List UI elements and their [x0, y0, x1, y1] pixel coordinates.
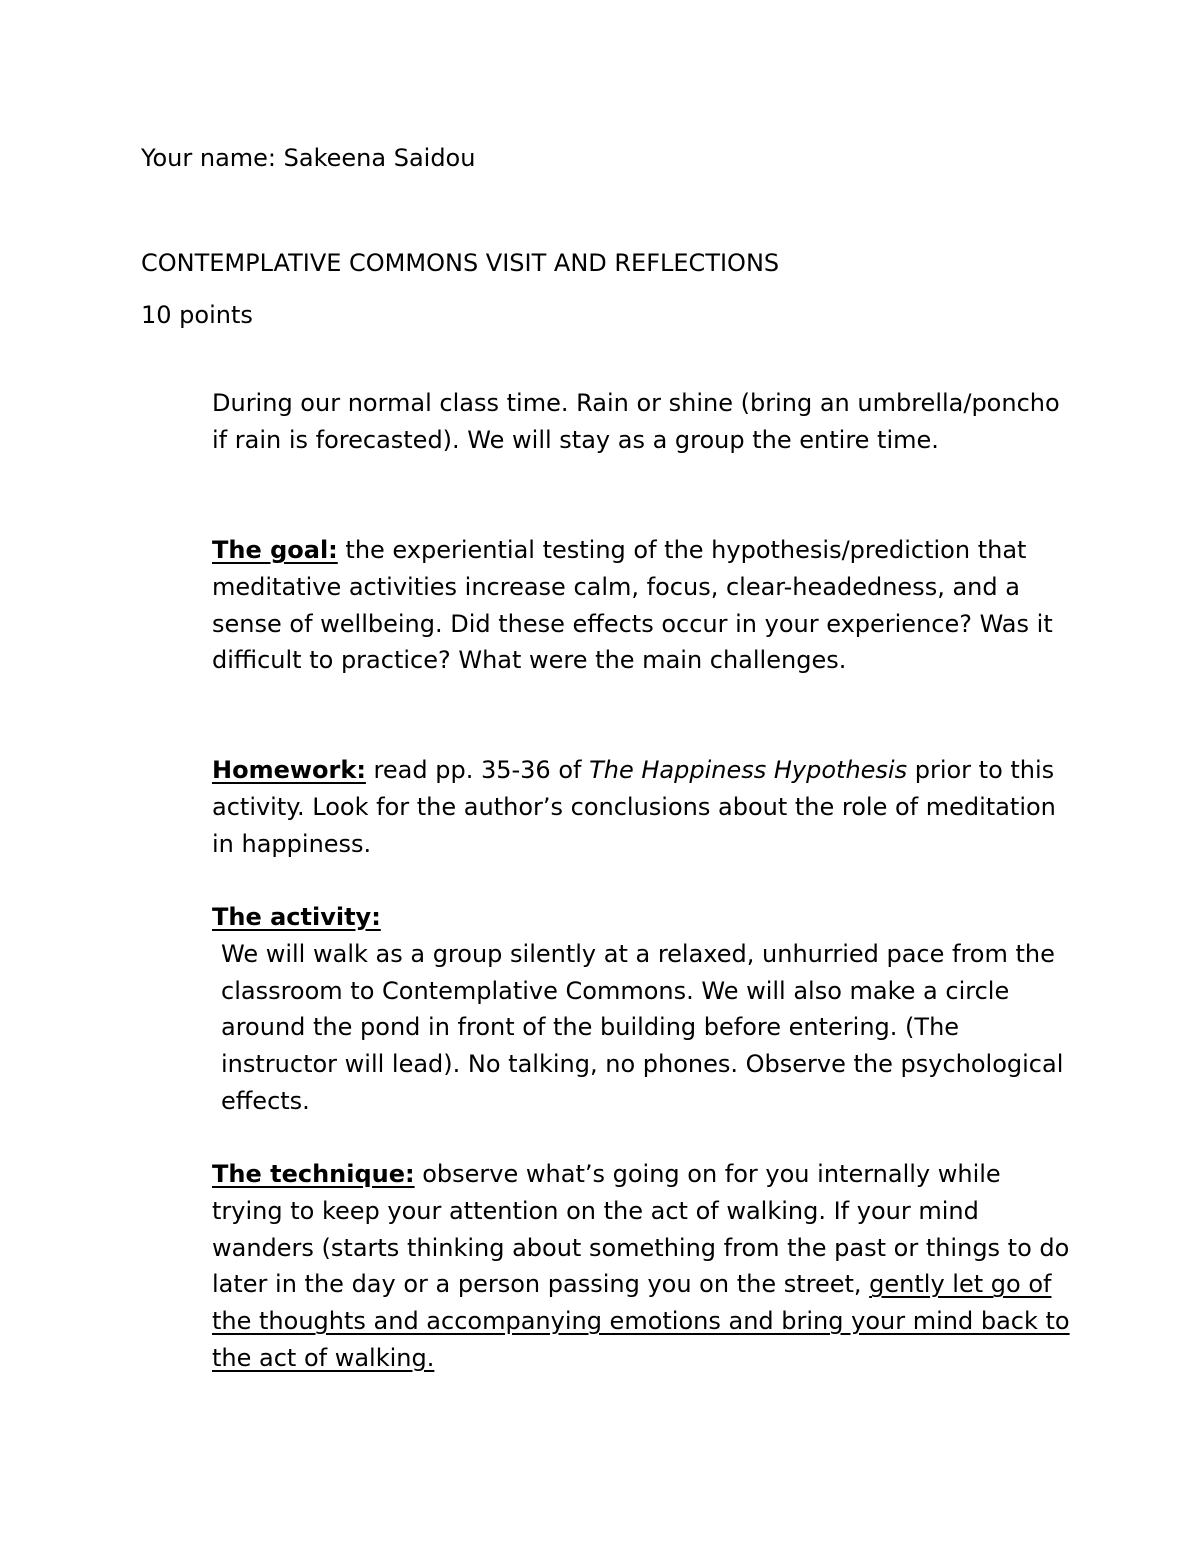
- book-title: The Happiness Hypothesis: [589, 756, 908, 784]
- goal-text: the experiential testing of the hypothesis/prediction that meditative activities increase calm, focus, clear-headedness, and a sense of wellbeing. Did these effects occur in your experience? Was it difficult to practice? What were the main challenges.: [212, 536, 1053, 675]
- document-title: CONTEMPLATIVE COMMONS VISIT AND REFLECTIONS: [141, 249, 780, 277]
- goal-paragraph: [212, 532, 1072, 679]
- technique-text: observe what’s going on for you internally while trying to keep your attention on the act of walking. If your mind wanders (starts thinking about something from the past or things to do later in the day or a person passing you on the street,: [212, 1160, 1070, 1299]
- activity-text: We will walk as a group silently at a relaxed, unhurried pace from the classroom to Contemplative Commons. We will also make a circle around the pond in front of the building before entering. (The instructor will lead). No talking, no phones. Observe the psychological effects.: [221, 939, 1064, 1115]
- homework-text-after: prior to this activity. Look for the author’s conclusions about the role of meditation in happiness.: [212, 756, 1056, 858]
- technique-paragraph: [212, 1156, 1072, 1377]
- homework-heading: Homework:: [212, 756, 366, 784]
- activity-paragraph: [212, 899, 1072, 1120]
- goal-heading: The goal:: [212, 536, 338, 564]
- homework-paragraph: [212, 752, 1072, 862]
- homework-text-before: read pp. 35-36 of: [365, 756, 590, 784]
- name-line: Your name: Sakeena Saidou: [141, 144, 476, 172]
- activity-heading: The activity:: [212, 903, 381, 931]
- technique-emphasis: gently let go of the thoughts and accompanying emotions and bring your mind back to the act of walking.: [212, 1270, 1070, 1372]
- technique-heading: The technique:: [212, 1160, 415, 1188]
- intro-paragraph: [212, 385, 1072, 459]
- intro-text: During our normal class time. Rain or shine (bring an umbrella/poncho if rain is forecasted). We will stay as a group the entire time.: [212, 389, 1060, 454]
- points-line: 10 points: [141, 301, 253, 329]
